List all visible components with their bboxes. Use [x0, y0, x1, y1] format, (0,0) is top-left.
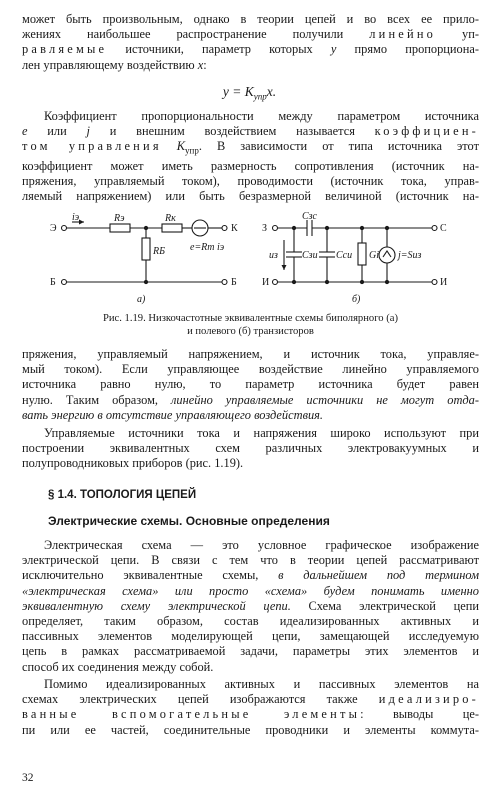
intro-paragraph [22, 12, 479, 73]
text-line: мый током). Если управляющее воздействие линейно управляемого [22, 362, 479, 377]
text-line: полупроводниковых приборов (рис. 1.19). [22, 456, 244, 471]
label-tag-b: б) [352, 294, 361, 305]
subsection-title: Электрические схемы. Основные определения [48, 514, 330, 528]
label-base-right: Б [231, 277, 237, 288]
text-line: может быть произвольным, однако в теории цепей и во всех ее прило- [22, 12, 479, 26]
text-line: лен управляющему воздействию x: [22, 57, 207, 72]
paragraph-usage [22, 426, 479, 472]
paragraph-auxiliary [22, 677, 479, 738]
text-line: цепь в рамках рассматриваемой задачи, параметры этих элементов и [22, 644, 479, 659]
paragraph-zero-control [22, 347, 479, 423]
transistor-equivalent-circuits [22, 210, 479, 310]
text-line: жениях наибольшее распространение получили линейно уп- [22, 27, 479, 42]
label-collector: К [231, 223, 238, 234]
caption-line: и полевого (б) транзисторов [187, 326, 314, 337]
paragraph-definition [22, 538, 479, 675]
label-gi: Gi [369, 250, 379, 261]
text-line: равляемые источники, параметр которых y прямо пропорциона- [22, 42, 480, 57]
text-line: том управления $K_{упр}$. В зависимости от типа источника этот [22, 139, 479, 156]
text-line: ванные вспомогательные элементы: выводы це- [22, 707, 479, 722]
text-line: источника равно нулю, то параметр источника будет равен [22, 377, 479, 392]
text-line: пассивных элементов моделирующей цепи, замещающей исследуемую [22, 629, 479, 644]
text-line: электрической цепи. В связи с тем что в теории цепей рассматривают [22, 553, 479, 568]
text-line: e или j и внешним воздействием называется коэффициен- [22, 124, 479, 139]
paragraph-coefficient [22, 109, 479, 205]
label-rb: RБ [153, 246, 166, 257]
page-number: 32 [22, 772, 34, 784]
label-src-right: И [440, 277, 448, 288]
text-line: Электрическая схема — это условное графическое изображение [44, 538, 479, 552]
label-czi: Cзи [302, 250, 318, 261]
text-line: пи или ее частей, соединительные проводники и элементы коммута- [22, 722, 479, 737]
text-line: эквивалентную схему электрической цепи. Схема электрической цепи [22, 598, 479, 613]
text-line: Коэффициент пропорциональности между параметром источника [44, 109, 479, 123]
label-base-left: Б [50, 277, 56, 288]
text-line: Помимо идеализированных активных и пассивных элементов на [44, 677, 479, 691]
text-line: ляемый напряжением) или быть безразмерной величиной (источник на- [22, 189, 479, 204]
label-ie: iэ [72, 212, 80, 223]
text-line: «электрическая схема» или просто «схема» будем понимать именно [22, 583, 479, 598]
text-line: Управляемые источники тока и напряжения широко используют при [44, 426, 479, 440]
text-line: построении эквивалентных схем различных электровакуумных и [22, 441, 479, 456]
label-rk: Rк [165, 213, 176, 224]
text-line: способ их соединения между собой. [22, 659, 214, 674]
label-gate: З [262, 223, 268, 234]
text-line: определяет, таким образом, состав идеализированных активных и [22, 614, 479, 629]
label-drain: С [440, 223, 447, 234]
section-title: § 1.4. ТОПОЛОГИЯ ЦЕПЕЙ [48, 489, 197, 501]
text-line: пряжения, управляемый током), проводимости (источник тока, управ- [22, 174, 479, 189]
label-uz: uз [269, 250, 278, 261]
text-line: исключительно эквивалентные схемы, в дальнейшем под термином [22, 568, 479, 583]
text-line: схемах электрических цепей изображаются также идеализиро- [22, 692, 479, 707]
text-line: коэффициент может иметь размерность сопротивления (источник на- [22, 159, 479, 174]
label-emitter: Э [50, 223, 57, 234]
label-source-b: j=Suз [398, 250, 422, 261]
label-src-left: И [262, 277, 270, 288]
caption-line: Рис. 1.19. Низкочастотные эквивалентные схемы биполярного (а) [103, 313, 398, 324]
label-tag-a: а) [137, 294, 146, 305]
label-csi: Cси [336, 250, 353, 261]
label-re: Rэ [114, 213, 125, 224]
label-czs: Cзс [302, 211, 317, 222]
text-line: нулю. Таким образом, линейно управляемые источники не могут отда- [22, 392, 479, 407]
label-source-a: e=Rm iэ [190, 242, 225, 253]
text-line: пряжения, управляемый напряжением, и источник тока, управляе- [22, 347, 479, 361]
figure-caption [22, 312, 479, 338]
text-line: вать энергию в отсутствие управляющего воздействия. [22, 407, 324, 422]
formula: $y = K_{упр}x$. [222, 84, 277, 102]
